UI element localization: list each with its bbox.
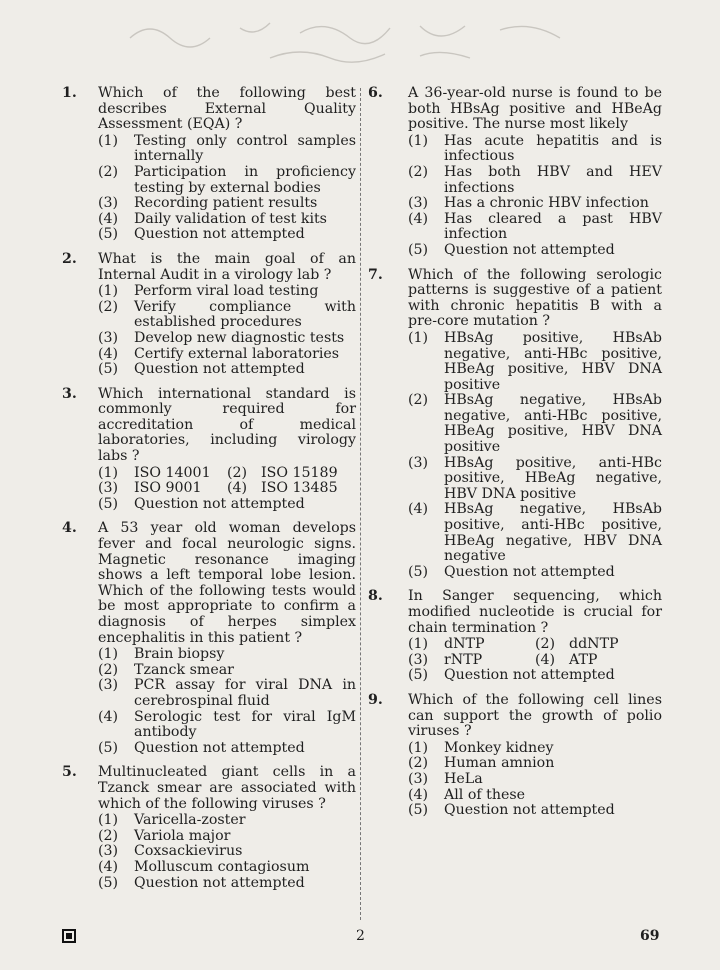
option-number: (2): [408, 755, 429, 772]
option-item: [98, 813, 356, 829]
option-item: [98, 347, 356, 363]
option-item: [408, 637, 535, 653]
question-stem: A 53 year old woman develops fever and focal neurologic signs. Magnetic resonance imaging shows a left temporal lobe lesion. Which of the following tests would be most appropriate to confirm a diagnosis of herpes simplex encephalitis in this patient ?: [98, 520, 356, 646]
option-text: ISO 13485: [261, 480, 338, 497]
question-stem: Which of the following best describes External Quality Assessment (EQA) ?: [98, 85, 356, 133]
option-number: (1): [98, 812, 119, 829]
option-text: HBsAg positive, HBsAb negative, anti-HBc positive, HBeAg positive, HBV DNA positive: [444, 329, 662, 393]
question-block: [368, 693, 662, 819]
option-number: (3): [408, 651, 429, 668]
question-block: [62, 765, 356, 891]
question-number: 1.: [62, 85, 77, 101]
option-number: (4): [98, 210, 119, 227]
option-text: rNTP: [444, 651, 483, 668]
option-item: [408, 502, 662, 564]
handwriting-scribble: [120, 8, 640, 68]
option-item: [408, 565, 662, 581]
option-item: [98, 710, 356, 741]
option-item: [98, 647, 356, 663]
option-text: Monkey kidney: [444, 739, 554, 756]
options-list: [408, 134, 662, 259]
option-item: [98, 829, 356, 845]
option-item: [408, 756, 662, 772]
options-list: [408, 637, 662, 684]
column-divider: [360, 88, 361, 920]
option-item: [408, 803, 662, 819]
question-block: [368, 589, 662, 684]
options-list: [408, 331, 662, 581]
option-item: [98, 663, 356, 679]
option-text: Question not attempted: [134, 874, 305, 891]
options-list: [98, 284, 356, 378]
option-text: PCR assay for viral DNA in cerebrospinal fluid: [134, 677, 356, 709]
option-text: Has a chronic HBV infection: [444, 195, 649, 212]
option-text: Serologic test for viral IgM antibody: [134, 708, 356, 741]
corner-mark-square: [62, 929, 76, 943]
option-number: (4): [98, 708, 119, 725]
options-list: [98, 134, 356, 243]
option-item: [535, 637, 662, 653]
option-number: (1): [408, 636, 429, 653]
option-pair-row: [408, 653, 662, 669]
option-item: [98, 227, 356, 243]
option-item: [408, 653, 535, 669]
option-number: (2): [98, 827, 119, 844]
question-block: [62, 252, 356, 378]
option-text: ISO 15189: [261, 464, 338, 481]
option-item: [408, 331, 662, 393]
booklet-code: 69: [640, 928, 660, 944]
option-item: [408, 788, 662, 804]
option-number: (2): [535, 636, 556, 653]
option-item: [98, 678, 356, 709]
option-pair-row: [98, 481, 356, 497]
option-text: ISO 9001: [134, 480, 202, 497]
left-column: [62, 86, 356, 900]
option-number: (3): [98, 480, 119, 497]
option-item: [98, 497, 356, 513]
option-text: dNTP: [444, 636, 485, 653]
option-item: [98, 844, 356, 860]
option-text: Perform viral load testing: [134, 283, 319, 300]
options-list: [98, 466, 356, 513]
option-item: [408, 393, 662, 455]
option-number: (2): [98, 298, 119, 315]
option-pair-row: [98, 466, 356, 482]
option-item: [535, 653, 662, 669]
option-number: (1): [408, 739, 429, 756]
options-list: [98, 647, 356, 756]
option-item: [98, 481, 227, 497]
right-column: [368, 86, 662, 828]
question-block: [62, 521, 356, 756]
option-number: (5): [408, 667, 429, 684]
option-text: Participation in proficiency testing by external bodies: [134, 163, 356, 196]
question-number: 4.: [62, 520, 77, 537]
option-number: (4): [408, 210, 429, 227]
option-item: [408, 772, 662, 788]
question-number: 9.: [368, 691, 383, 708]
option-text: Question not attempted: [444, 667, 615, 684]
question-number: 6.: [368, 85, 383, 101]
question-stem: In Sanger sequencing, which modified nucleotide is crucial for chain termination ?: [408, 588, 662, 636]
option-number: (4): [408, 501, 429, 518]
option-number: (4): [408, 786, 429, 803]
option-item: [98, 466, 227, 482]
option-number: (2): [408, 392, 429, 409]
option-number: (3): [408, 195, 429, 212]
option-item: [98, 165, 356, 196]
question-number: 2.: [62, 250, 77, 267]
option-number: (5): [98, 874, 119, 891]
option-number: (5): [98, 495, 119, 512]
option-text: Tzanck smear: [134, 661, 234, 678]
option-number: (3): [98, 329, 119, 346]
options-list: [408, 741, 662, 819]
option-number: (1): [408, 329, 429, 346]
option-item: [408, 196, 662, 212]
option-item: [408, 668, 662, 684]
option-text: Human amnion: [444, 755, 555, 772]
option-text: All of these: [444, 786, 526, 803]
option-number: (3): [98, 677, 119, 694]
option-number: (1): [408, 132, 429, 149]
option-text: ddNTP: [569, 636, 619, 653]
option-text: Certify external laboratories: [134, 345, 340, 362]
option-number: (1): [98, 464, 119, 481]
option-number: (2): [98, 163, 119, 180]
option-text: Brain biopsy: [134, 646, 225, 663]
option-text: Question not attempted: [444, 563, 615, 580]
option-number: (5): [408, 563, 429, 580]
question-stem: What is the main goal of an Internal Audit in a virology lab ?: [98, 250, 356, 283]
option-item: [98, 284, 356, 300]
option-number: (5): [98, 361, 119, 378]
question-number: 7.: [368, 266, 383, 283]
option-number: (3): [408, 454, 429, 471]
option-item: [98, 876, 356, 892]
option-item: [98, 134, 356, 165]
question-number: 5.: [62, 764, 77, 781]
option-number: (4): [535, 651, 556, 668]
option-text: Has cleared a past HBV infection: [444, 210, 662, 243]
option-text: Daily validation of test kits: [134, 210, 327, 227]
option-number: (3): [98, 195, 119, 212]
option-text: Question not attempted: [134, 361, 305, 378]
question-number: 8.: [368, 588, 383, 605]
option-number: (1): [98, 283, 119, 300]
question-block: [368, 268, 662, 581]
option-pair-row: [408, 637, 662, 653]
question-stem: A 36-year-old nurse is found to be both HBsAg positive and HBeAg positive. The nurse most likely: [408, 85, 662, 133]
option-number: (3): [98, 843, 119, 860]
option-number: (5): [408, 241, 429, 258]
option-number: (2): [408, 163, 429, 180]
page-number: 2: [356, 928, 365, 944]
option-item: [98, 331, 356, 347]
option-item: [98, 741, 356, 757]
option-text: Testing only control samples internally: [134, 132, 356, 165]
option-number: (4): [227, 480, 248, 497]
option-text: HBsAg negative, HBsAb negative, anti-HBc positive, HBeAg positive, HBV DNA positive: [444, 392, 662, 456]
question-number: 3.: [62, 385, 77, 402]
option-number: (2): [227, 464, 248, 481]
option-item: [408, 212, 662, 243]
question-stem: Which of the following serologic patterns is suggestive of a patient with chronic hepatitis B with a pre-core mutation ?: [408, 266, 662, 330]
option-item: [98, 362, 356, 378]
option-text: Question not attempted: [134, 739, 305, 756]
option-text: Has acute hepatitis and is infectious: [444, 132, 662, 165]
option-text: Recording patient results: [134, 195, 318, 212]
option-number: (2): [98, 661, 119, 678]
option-text: Has both HBV and HEV infections: [444, 163, 662, 196]
option-text: HBsAg positive, anti-HBc positive, HBeAg negative, HBV DNA positive: [444, 454, 662, 502]
option-text: ATP: [569, 651, 598, 668]
option-item: [227, 481, 356, 497]
question-stem: Which of the following cell lines can support the growth of polio viruses ?: [408, 691, 662, 740]
option-item: [408, 165, 662, 196]
option-item: [98, 196, 356, 212]
option-item: [408, 456, 662, 503]
question-block: [368, 86, 662, 259]
option-item: [98, 212, 356, 228]
options-list: [98, 813, 356, 891]
option-text: Question not attempted: [444, 802, 615, 819]
option-text: Question not attempted: [134, 495, 305, 512]
option-number: (1): [98, 132, 119, 149]
option-item: [98, 300, 356, 331]
option-item: [227, 466, 356, 482]
option-number: (5): [98, 226, 119, 243]
option-text: Molluscum contagiosum: [134, 858, 310, 875]
option-text: Coxsackievirus: [134, 843, 243, 860]
option-number: (5): [98, 739, 119, 756]
option-text: ISO 14001: [134, 464, 211, 481]
option-text: Variola major: [134, 827, 231, 844]
option-text: HBsAg negative, HBsAb positive, anti-HBc positive, HBeAg negative, HBV DNA negative: [444, 501, 662, 565]
question-block: [62, 387, 356, 513]
option-number: (4): [98, 858, 119, 875]
option-text: Question not attempted: [134, 226, 305, 243]
option-number: (5): [408, 802, 429, 819]
option-item: [408, 134, 662, 165]
option-text: Question not attempted: [444, 241, 615, 258]
option-text: Verify compliance with established procedures: [134, 298, 356, 331]
question-stem: Multinucleated giant cells in a Tzanck smear are associated with which of the following viruses ?: [98, 764, 356, 812]
option-item: [98, 860, 356, 876]
option-text: HeLa: [444, 770, 483, 787]
option-number: (4): [98, 345, 119, 362]
option-number: (1): [98, 646, 119, 663]
option-number: (3): [408, 770, 429, 787]
option-item: [408, 741, 662, 757]
question-stem: Which international standard is commonly required for accreditation of medical laboratories, including virology labs ?: [98, 385, 356, 465]
option-text: Develop new diagnostic tests: [134, 329, 345, 346]
option-item: [408, 243, 662, 259]
question-block: [62, 86, 356, 243]
option-text: Varicella-zoster: [134, 812, 246, 829]
